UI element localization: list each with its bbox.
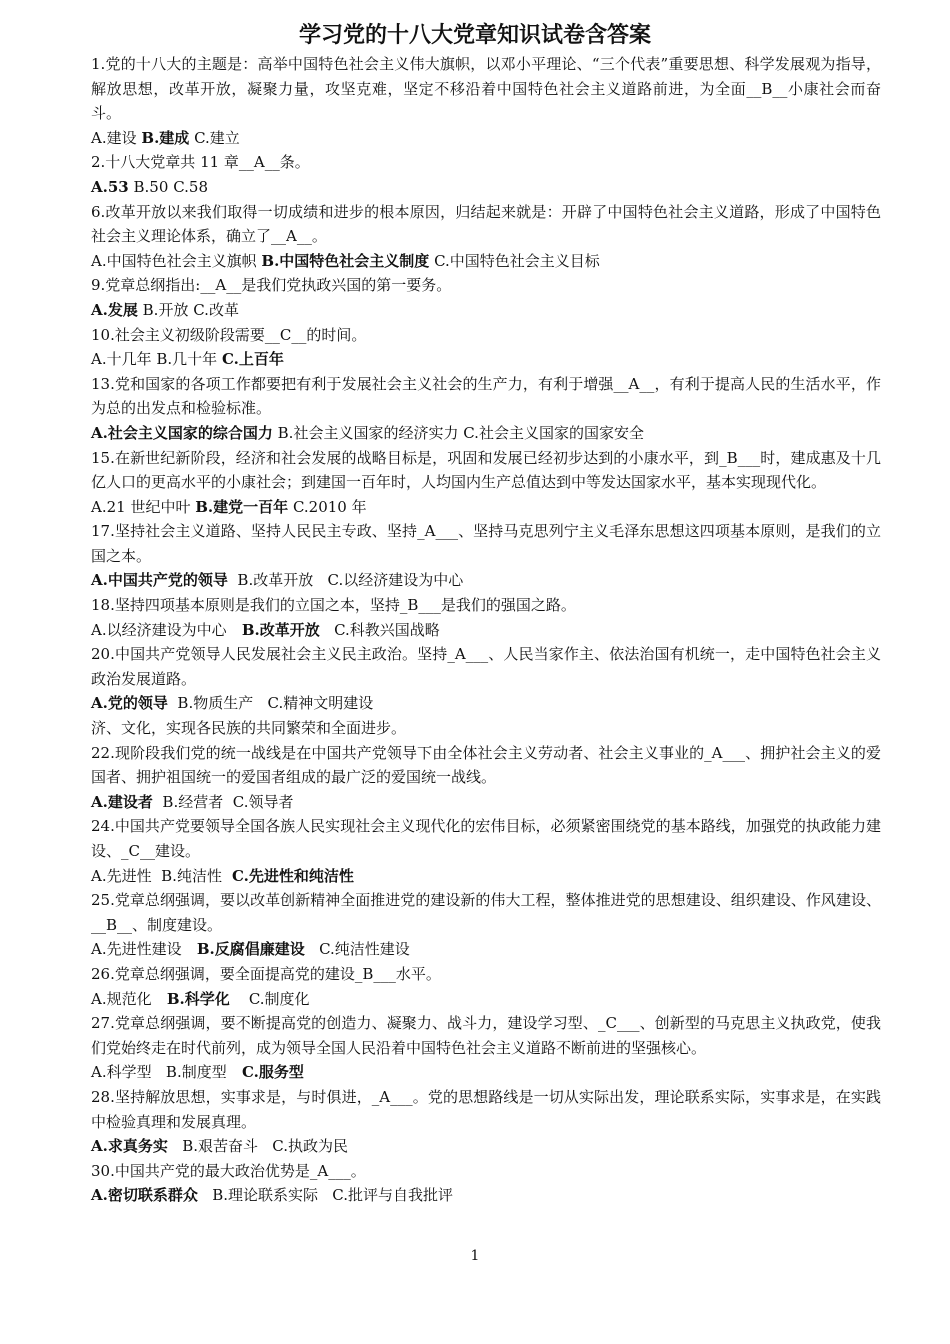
answer-options xyxy=(91,618,881,643)
correct-option: C.先进性和纯洁性 xyxy=(226,866,354,885)
option: A.科学型 xyxy=(91,1063,152,1082)
option: B.改革开放 xyxy=(232,571,314,590)
option: B.开放 xyxy=(142,300,189,319)
option: C.纯洁性建设 xyxy=(309,940,410,959)
option: C.社会主义国家的国家安全 xyxy=(463,423,644,442)
correct-option: B.建成 xyxy=(141,128,190,147)
answer-options xyxy=(91,175,881,200)
option: C.改革 xyxy=(193,300,239,319)
question-text: 10.社会主义初级阶段需要__C__的时间。 xyxy=(91,325,367,344)
option: B.物质生产 xyxy=(172,694,254,713)
correct-option: C.上百年 xyxy=(221,350,284,369)
question-text: 20.中国共产党领导人民发展社会主义民主政治。坚持_A___、人民当家作主、依法治国有机统一，走中国特色社会主义政治发展道路。 xyxy=(91,645,881,688)
option: C.制度化 xyxy=(234,989,310,1008)
answer-options xyxy=(91,790,881,815)
option: C.领导者 xyxy=(228,792,294,811)
answer-options xyxy=(91,347,881,372)
question-text: 15.在新世纪新阶段，经济和社会发展的战略目标是，巩固和发展已经初步达到的小康水平，到_B___时，建成惠及十几亿人口的更高水平的小康社会；到建国一百年时，人均国内生产总值达到中等发达国家水平，基本实现现代化。 xyxy=(91,448,881,492)
correct-option: A.中国共产党的领导 xyxy=(91,571,228,590)
option: C.58 xyxy=(173,177,208,196)
answer-options xyxy=(91,568,881,593)
correct-option: A.社会主义国家的综合国力 xyxy=(91,423,273,442)
answer-options xyxy=(91,421,881,446)
answer-options xyxy=(91,1134,881,1159)
answer-options xyxy=(91,126,881,151)
correct-option: A.建设者 xyxy=(91,792,153,811)
option: B.社会主义国家的经济实力 xyxy=(277,423,459,442)
option: C.批评与自我批评 xyxy=(322,1186,454,1205)
option: C.精神文明建设 xyxy=(258,694,374,713)
correct-option: B.改革开放 xyxy=(231,620,320,639)
option: C.2010 年 xyxy=(292,497,367,516)
question-text: 13.党和国家的各项工作都要把有利于发展社会主义社会的生产力，有利于增强__A__，有利于提高人民的生活水平，作为总的出发点和检验标准。 xyxy=(91,374,881,418)
option: A.规范化 xyxy=(91,989,152,1008)
option: B.纯洁性 xyxy=(156,866,222,885)
question-text: 25.党章总纲强调，要以改革创新精神全面推进党的建设新的伟大工程，整体推进党的思想建设、组织建设、作风建设、__B__、制度建设。 xyxy=(91,891,881,934)
correct-option: A.53 xyxy=(91,177,129,196)
question-text: 18.坚持四项基本原则是我们的立国之本，坚持_B___是我们的强国之路。 xyxy=(91,596,576,615)
correct-option: B.建党一百年 xyxy=(195,497,289,516)
question-text: 22.现阶段我们党的统一战线是在中国共产党领导下由全体社会主义劳动者、社会主义事业的_A___、拥护社会主义的爱国者、拥护祖国统一的爱国者组成的最广泛的爱国统一战线。 xyxy=(91,743,881,787)
option: A.先进性 xyxy=(91,866,152,885)
answer-options xyxy=(91,691,881,716)
option: C.以经济建设为中心 xyxy=(318,571,464,590)
option: C.建立 xyxy=(194,128,240,147)
document-title: 学习党的十八大党章知识试卷含答案 xyxy=(298,22,651,48)
option: A.中国特色社会主义旗帜 xyxy=(91,251,257,270)
option: C.执政为民 xyxy=(262,1137,349,1156)
option: B.理论联系实际 xyxy=(202,1186,318,1205)
answer-options xyxy=(91,249,881,274)
option: C.科教兴国战略 xyxy=(324,620,440,639)
question-list xyxy=(91,52,881,1208)
correct-option: B.中国特色社会主义制度 xyxy=(261,251,430,270)
question-text: 26.党章总纲强调，要全面提高党的建设_B___水平。 xyxy=(91,964,441,983)
answer-options xyxy=(91,864,881,889)
correct-option: A.党的领导 xyxy=(91,694,168,713)
correct-option: C.服务型 xyxy=(231,1063,304,1082)
correct-option: A.密切联系群众 xyxy=(91,1186,198,1205)
option: A.建设 xyxy=(91,128,137,147)
option: B.几十年 xyxy=(156,350,218,369)
correct-option: B.科学化 xyxy=(156,989,230,1008)
page-number: 1 xyxy=(470,1248,480,1264)
option: B.50 xyxy=(133,177,169,196)
answer-options xyxy=(91,937,881,962)
question-text: 30.中国共产党的最大政治优势是_A___。 xyxy=(91,1161,366,1180)
option: C.中国特色社会主义目标 xyxy=(434,251,600,270)
answer-options xyxy=(91,1060,881,1085)
option: B.经营者 xyxy=(157,792,224,811)
question-text: 24.中国共产党要领导全国各族人民实现社会主义现代化的宏伟目标，必须紧密围绕党的基本路线，加强党的执政能力建设、_C__建设。 xyxy=(91,817,881,860)
question-text: 2.十八大党章共 11 章__A__条。 xyxy=(91,153,310,172)
question-text: 6.改革开放以来我们取得一切成绩和进步的根本原因，归结起来就是：开辟了中国特色社会主义道路，形成了中国特色社会主义理论体系，确立了__A__。 xyxy=(91,202,881,246)
correct-option: A.求真务实 xyxy=(91,1137,168,1156)
correct-option: A.发展 xyxy=(91,300,138,319)
option: A.先进性建设 xyxy=(91,940,182,959)
question-text: 28.坚持解放思想，实事求是，与时俱进，_A___。党的思想路线是一切从实际出发，理论联系实际，实事求是，在实践中检验真理和发展真理。 xyxy=(91,1087,881,1131)
option: A.十几年 xyxy=(91,350,152,369)
option: A.以经济建设为中心 xyxy=(91,620,227,639)
correct-option: B.反腐倡廉建设 xyxy=(186,940,305,959)
question-text: 17.坚持社会主义道路、坚持人民民主专政、坚持_A___、坚持马克思列宁主义毛泽东思想这四项基本原则，是我们的立国之本。 xyxy=(91,522,881,565)
question-text: 1.党的十八大的主题是：高举中国特色社会主义伟大旗帜，以邓小平理论、“三个代表”重要思想、科学发展观为指导，解放思想，改革开放，凝聚力量，攻坚克难，坚定不移沿着中国特色社会主义道路前进，为全面__B__小康社会而奋斗。 xyxy=(91,55,881,123)
question-text: 济、文化，实现各民族的共同繁荣和全面进步。 xyxy=(91,719,407,738)
answer-options xyxy=(91,495,881,520)
option: B.艰苦奋斗 xyxy=(172,1137,258,1156)
answer-options xyxy=(91,1183,881,1208)
question-text: 9.党章总纲指出:__A__是我们党执政兴国的第一要务。 xyxy=(91,276,452,295)
option: A.21 世纪中叶 xyxy=(91,497,191,516)
answer-options xyxy=(91,298,881,323)
question-text: 27.党章总纲强调，要不断提高党的创造力、凝聚力、战斗力，建设学习型、_C___、创新型的马克思主义执政党，使我们党始终走在时代前列，成为领导全国人民沿着中国特色社会主义道路不断前进的坚强核心。 xyxy=(91,1014,881,1057)
option: B.制度型 xyxy=(156,1063,227,1082)
answer-options xyxy=(91,987,881,1012)
